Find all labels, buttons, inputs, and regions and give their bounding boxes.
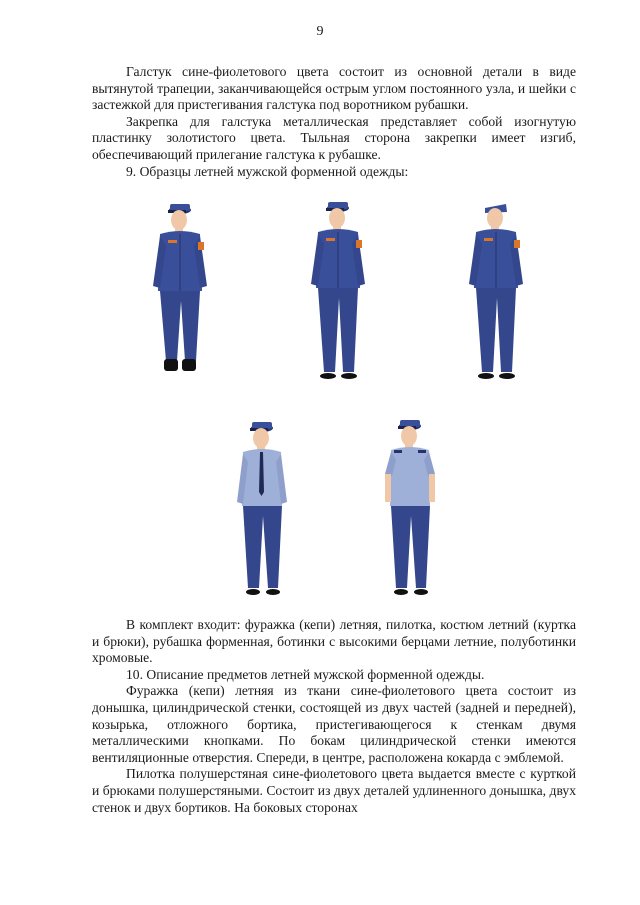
- paragraph-pilotka: Пилотка полушерстяная сине-фиолетового цвета выдается вместе с курткой и брюками полушерстяными. Состоит из двух деталей удлиненного донышка, двух стенок и двух бортиков. На боковых сторонах: [92, 766, 576, 815]
- paragraph-tie: Галстук сине-фиолетового цвета состоит из основной детали в виде вытянутой трапеции, заканчивающейся острым углом постоянного узла, и шейки с застежкой для пристегивания галстука под воротником рубашки.: [92, 64, 576, 113]
- uniform-figures-row-2: [0, 416, 640, 602]
- section-heading-9: 9. Образцы летней мужской форменной одежды:: [126, 163, 409, 179]
- figure-uniform-shoes: [306, 196, 370, 386]
- uniform-figures-row-1: [0, 196, 640, 386]
- figure-uniform-boots: [148, 196, 212, 386]
- figure-uniform-pilotka: [464, 196, 528, 386]
- paragraph-tie-clip: Закрепка для галстука металлическая представляет собой изогнутую пластинку золотистого цвета. Тыльная сторона закрепки имеет изгиб, обеспечивающий прилегание галстука к рубашке.: [92, 113, 576, 162]
- text-block-top: [92, 64, 576, 180]
- page-number: 9: [316, 24, 324, 39]
- figure-shirt-short-sleeve: [380, 416, 440, 602]
- paragraph-cap: Фуражка (кепи) летняя из ткани сине-фиолетового цвета состоит из донышка, цилиндрической стенки, состоящей из двух частей (задней и передней), козырька, отложного бортика, пристегивающегося к стенкам двумя металлическими кнопками. По бокам цилиндрической стенки имеются вентиляционные отверстия. Спереди, в центре, расположена кокарда с эмблемой.: [92, 683, 576, 765]
- text-block-bottom: [92, 617, 576, 816]
- paragraph-kit: В комплект входит: фуражка (кепи) летняя, пилотка, костюм летний (куртка и брюки), рубашка форменная, ботинки с высокими берцами летние, полуботинки хромовые.: [92, 617, 576, 666]
- section-heading-10: 10. Описание предметов летней мужской форменной одежды.: [126, 666, 485, 682]
- figure-shirt-tie: [232, 416, 292, 602]
